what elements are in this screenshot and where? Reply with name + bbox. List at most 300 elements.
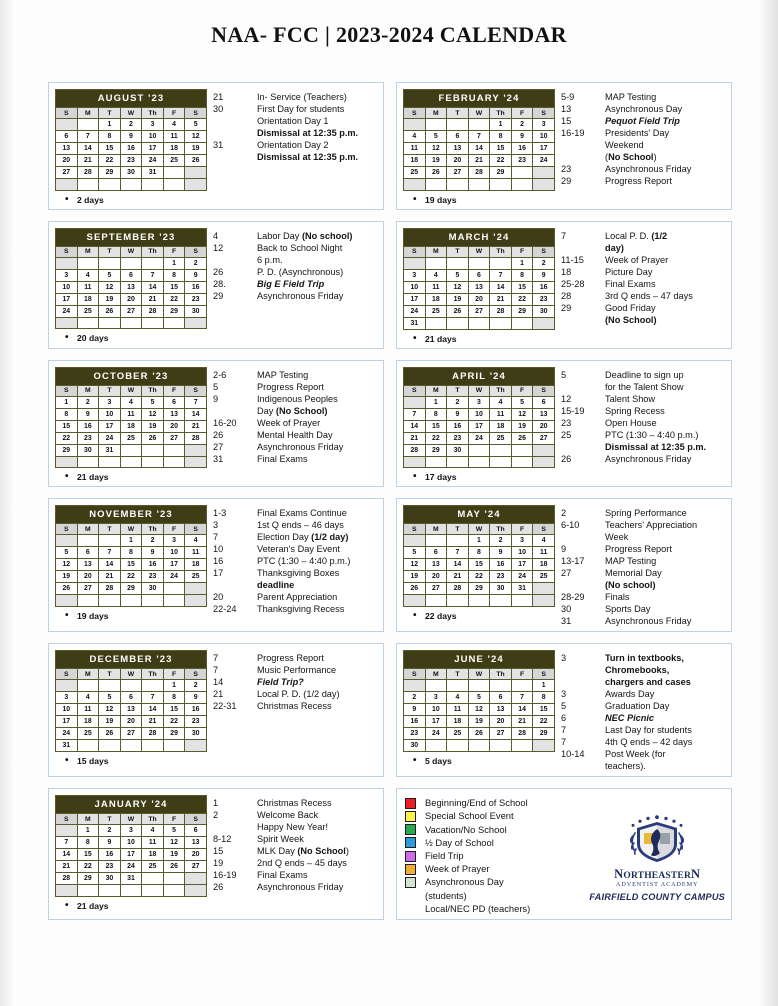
weekday-header-cell: S bbox=[533, 108, 555, 119]
calendar-empty-cell bbox=[163, 740, 185, 752]
calendar-empty-cell bbox=[163, 456, 185, 468]
calendar-day-cell: 20 bbox=[77, 571, 99, 583]
note-text-span: Awards Day bbox=[605, 689, 655, 700]
calendar-empty-cell bbox=[468, 595, 490, 607]
note-text-span: Thanksgiving Recess bbox=[257, 604, 345, 615]
note-description bbox=[605, 417, 725, 429]
calendar-empty-cell bbox=[425, 119, 447, 131]
weekday-header-cell: Th bbox=[490, 385, 512, 396]
weekday-header-cell: F bbox=[163, 669, 185, 680]
calendar-empty-cell bbox=[404, 396, 426, 408]
note-text-span: Progress Report bbox=[605, 176, 672, 186]
calendar-week-row bbox=[56, 704, 207, 716]
calendar-week-row bbox=[404, 456, 555, 468]
month-calendar bbox=[55, 505, 207, 621]
calendar-empty-cell bbox=[163, 167, 185, 179]
calendar-empty-cell bbox=[404, 595, 426, 607]
calendar-day-cell: 13 bbox=[56, 143, 78, 155]
note-date: 21 bbox=[213, 689, 224, 700]
note-text-span: Deadline to sign up bbox=[605, 369, 684, 380]
calendar-day-cell: 19 bbox=[185, 143, 207, 155]
calendar-empty-cell bbox=[511, 595, 533, 607]
calendar-day-cell: 25 bbox=[163, 155, 185, 167]
note-description bbox=[605, 531, 725, 543]
note-row bbox=[561, 417, 725, 429]
note-date: 15 bbox=[561, 116, 572, 126]
calendar-day-cell: 9 bbox=[120, 131, 142, 143]
calendar-week-row bbox=[56, 559, 207, 571]
note-row bbox=[213, 369, 377, 381]
month-calendar bbox=[55, 89, 207, 205]
note-text-span: 4th Q ends – 42 days bbox=[605, 737, 693, 748]
calendar-day-cell: 20 bbox=[468, 293, 490, 305]
calendar-empty-cell bbox=[120, 317, 142, 329]
month-card bbox=[48, 643, 384, 777]
note-row bbox=[561, 369, 725, 381]
note-text-span: Progress Report bbox=[257, 381, 324, 392]
calendar-day-cell: 27 bbox=[185, 861, 207, 873]
calendar-day-cell: 26 bbox=[99, 728, 121, 740]
calendar-day-cell: 22 bbox=[425, 432, 447, 444]
calendar-day-cell: 30 bbox=[185, 305, 207, 317]
calendar-day-cell: 24 bbox=[142, 155, 164, 167]
calendar-day-cell: 29 bbox=[163, 728, 185, 740]
calendar-empty-cell bbox=[447, 179, 469, 191]
calendar-day-cell: 14 bbox=[99, 559, 121, 571]
note-date: 31 bbox=[213, 453, 224, 464]
calendar-day-cell: 12 bbox=[511, 408, 533, 420]
calendar-day-cell: 28 bbox=[142, 728, 164, 740]
calendar-empty-cell bbox=[533, 444, 555, 456]
calendar-empty-cell bbox=[447, 680, 469, 692]
note-description bbox=[257, 507, 377, 519]
calendar-day-cell: 13 bbox=[120, 281, 142, 293]
calendar-day-cell: 23 bbox=[185, 716, 207, 728]
weekday-header-row bbox=[56, 814, 207, 825]
calendar-empty-cell bbox=[120, 179, 142, 191]
calendar-week-row bbox=[56, 432, 207, 444]
calendar-day-cell: 30 bbox=[77, 444, 99, 456]
calendar-day-cell: 8 bbox=[120, 547, 142, 559]
calendar-day-cell: 9 bbox=[533, 269, 555, 281]
note-description bbox=[257, 441, 377, 453]
note-description bbox=[605, 302, 725, 314]
note-description bbox=[257, 429, 377, 441]
note-text-span: Final Exams Continue bbox=[257, 508, 347, 519]
calendar-empty-cell bbox=[142, 444, 164, 456]
note-text-span: (No School bbox=[297, 846, 346, 857]
calendar-week-row bbox=[404, 692, 555, 704]
calendar-week-row bbox=[404, 680, 555, 692]
note-text-span: Dismissal at 12:35 p.m. bbox=[257, 152, 359, 162]
note-date: 3 bbox=[213, 520, 219, 531]
note-row bbox=[561, 736, 725, 748]
calendar-week-row bbox=[56, 396, 207, 408]
calendar-day-cell: 22 bbox=[163, 716, 185, 728]
note-description bbox=[605, 736, 725, 748]
month-notes bbox=[213, 505, 377, 615]
note-row bbox=[561, 429, 725, 441]
calendar-empty-cell bbox=[120, 680, 142, 692]
weekday-header-row bbox=[404, 385, 555, 396]
note-date: 13-17 bbox=[561, 556, 585, 567]
calendar-empty-cell bbox=[425, 595, 447, 607]
month-calendar bbox=[403, 367, 555, 483]
note-date: 25 bbox=[561, 429, 572, 440]
calendar-empty-cell bbox=[163, 885, 185, 897]
month-calendar bbox=[403, 89, 555, 205]
calendar-empty-cell bbox=[56, 317, 78, 329]
calendar-table bbox=[55, 795, 207, 897]
note-text-span: Pequot Field Trip bbox=[605, 116, 680, 126]
calendar-day-cell: 25 bbox=[533, 571, 555, 583]
calendar-day-cell: 30 bbox=[99, 873, 121, 885]
calendar-empty-cell bbox=[99, 680, 121, 692]
calendar-day-cell: 28 bbox=[185, 432, 207, 444]
calendar-day-cell: 4 bbox=[447, 692, 469, 704]
calendar-day-cell: 23 bbox=[533, 293, 555, 305]
legend-item-label: ½ Day of School bbox=[425, 836, 494, 848]
calendar-day-cell: 17 bbox=[56, 293, 78, 305]
note-row bbox=[561, 242, 725, 254]
calendar-week-row bbox=[404, 583, 555, 595]
calendar-day-cell: 18 bbox=[142, 849, 164, 861]
calendar-day-cell: 31 bbox=[511, 583, 533, 595]
calendar-empty-cell bbox=[468, 119, 490, 131]
note-row bbox=[213, 881, 377, 893]
note-row bbox=[213, 676, 377, 688]
calendar-day-cell: 15 bbox=[490, 143, 512, 155]
calendar-day-cell: 27 bbox=[120, 728, 142, 740]
note-text-span: Final Exams bbox=[257, 453, 308, 464]
weekday-header-cell: Th bbox=[490, 669, 512, 680]
calendar-empty-cell bbox=[490, 740, 512, 752]
calendar-day-cell: 28 bbox=[511, 728, 533, 740]
note-date: 26 bbox=[561, 453, 572, 464]
weekday-header-cell: T bbox=[99, 246, 121, 257]
calendar-day-cell: 3 bbox=[425, 692, 447, 704]
calendar-empty-cell bbox=[185, 885, 207, 897]
note-description bbox=[257, 103, 377, 115]
calendar-empty-cell bbox=[425, 456, 447, 468]
note-description bbox=[605, 579, 725, 591]
calendar-week-row bbox=[56, 167, 207, 179]
calendar-day-cell: 23 bbox=[120, 155, 142, 167]
note-description bbox=[605, 290, 725, 302]
note-date: 18 bbox=[561, 266, 572, 277]
note-row bbox=[213, 603, 377, 615]
calendar-day-cell: 6 bbox=[56, 131, 78, 143]
calendar-day-cell: 12 bbox=[468, 704, 490, 716]
calendar-day-cell: 1 bbox=[490, 119, 512, 131]
calendar-empty-cell bbox=[99, 535, 121, 547]
calendar-week-row bbox=[404, 740, 555, 752]
calendar-week-row bbox=[404, 281, 555, 293]
weekday-header-cell: Th bbox=[142, 385, 164, 396]
calendar-week-row bbox=[56, 861, 207, 873]
note-text-span: Graduation Day bbox=[605, 701, 670, 712]
calendar-empty-cell bbox=[511, 680, 533, 692]
calendar-day-cell: 22 bbox=[163, 293, 185, 305]
calendar-day-cell: 2 bbox=[99, 825, 121, 837]
calendar-day-cell: 2 bbox=[404, 692, 426, 704]
calendar-empty-cell bbox=[447, 595, 469, 607]
note-description bbox=[257, 700, 377, 712]
note-date: 2-6 bbox=[213, 369, 227, 380]
calendar-day-cell: 28 bbox=[404, 444, 426, 456]
calendar-day-cell: 16 bbox=[185, 704, 207, 716]
note-description bbox=[605, 266, 725, 278]
weekday-header-cell: M bbox=[425, 108, 447, 119]
note-description bbox=[257, 833, 377, 845]
calendar-week-row bbox=[56, 547, 207, 559]
weekday-header-cell: Th bbox=[142, 814, 164, 825]
calendar-day-cell: 16 bbox=[404, 716, 426, 728]
weekday-header-cell: T bbox=[99, 524, 121, 535]
calendar-day-cell: 5 bbox=[468, 692, 490, 704]
weekday-header-cell: M bbox=[425, 246, 447, 257]
note-date: 27 bbox=[213, 441, 224, 452]
calendar-week-row bbox=[56, 143, 207, 155]
calendar-day-cell: 21 bbox=[77, 155, 99, 167]
note-text-span: Weekend bbox=[605, 140, 644, 150]
month-days-count: • 22 days bbox=[403, 611, 555, 621]
calendar-day-cell: 23 bbox=[77, 432, 99, 444]
note-date: 12 bbox=[561, 393, 572, 404]
note-description bbox=[605, 652, 725, 664]
note-description bbox=[257, 290, 377, 302]
calendar-table bbox=[55, 505, 207, 607]
calendar-day-cell: 5 bbox=[99, 692, 121, 704]
note-row bbox=[213, 797, 377, 809]
note-date: 16-20 bbox=[213, 417, 237, 428]
calendar-day-cell: 12 bbox=[142, 408, 164, 420]
calendar-day-cell: 27 bbox=[163, 432, 185, 444]
note-text-span: Final Exams bbox=[605, 278, 656, 289]
calendar-day-cell: 3 bbox=[468, 396, 490, 408]
note-text-span: Local P. D. (1/2 day) bbox=[257, 689, 340, 700]
month-card bbox=[396, 82, 732, 210]
calendar-day-cell: 4 bbox=[142, 825, 164, 837]
calendar-day-cell: 7 bbox=[490, 269, 512, 281]
calendar-day-cell: 10 bbox=[533, 131, 555, 143]
note-description bbox=[257, 555, 377, 567]
note-row bbox=[213, 278, 377, 290]
note-row bbox=[561, 393, 725, 405]
weekday-header-cell: S bbox=[56, 246, 78, 257]
calendar-day-cell: 22 bbox=[56, 432, 78, 444]
note-row bbox=[561, 712, 725, 724]
legend-card bbox=[396, 788, 732, 920]
month-days-count: • 19 days bbox=[55, 611, 207, 621]
calendar-empty-cell bbox=[447, 456, 469, 468]
calendar-day-cell: 18 bbox=[404, 155, 426, 167]
note-date: 3 bbox=[561, 689, 567, 700]
calendar-day-cell: 5 bbox=[99, 269, 121, 281]
calendar-day-cell: 17 bbox=[99, 420, 121, 432]
note-text-span: Mental Health Day bbox=[257, 429, 333, 440]
note-date: 21 bbox=[213, 92, 224, 102]
note-date: 3 bbox=[561, 653, 567, 664]
calendar-day-cell: 10 bbox=[404, 281, 426, 293]
calendar-day-cell: 24 bbox=[56, 728, 78, 740]
note-row bbox=[213, 266, 377, 278]
note-text-span: PTC (1:30 – 4:40 p.m.) bbox=[605, 429, 699, 440]
note-description bbox=[257, 242, 377, 254]
note-text-span: Turn in textbooks, bbox=[605, 653, 684, 664]
calendar-day-cell: 19 bbox=[99, 716, 121, 728]
month-card bbox=[396, 221, 732, 349]
calendar-day-cell: 28 bbox=[56, 873, 78, 885]
weekday-header-row bbox=[56, 246, 207, 257]
calendar-empty-cell bbox=[425, 680, 447, 692]
calendar-empty-cell bbox=[533, 595, 555, 607]
calendar-empty-cell bbox=[142, 257, 164, 269]
calendar-day-cell: 12 bbox=[99, 281, 121, 293]
calendar-empty-cell bbox=[120, 456, 142, 468]
calendar-day-cell: 18 bbox=[163, 143, 185, 155]
note-description bbox=[605, 254, 725, 266]
weekday-header-cell: M bbox=[77, 814, 99, 825]
note-row bbox=[561, 700, 725, 712]
weekday-header-cell: S bbox=[533, 385, 555, 396]
logo-school-name: NORTHEASTERN bbox=[614, 867, 701, 882]
calendar-day-cell: 5 bbox=[404, 547, 426, 559]
calendar-day-cell: 14 bbox=[142, 704, 164, 716]
calendar-day-cell: 3 bbox=[533, 119, 555, 131]
note-row bbox=[561, 103, 725, 115]
note-text-span: Picture Day bbox=[605, 266, 653, 277]
calendar-empty-cell bbox=[120, 257, 142, 269]
weekday-header-cell: T bbox=[99, 814, 121, 825]
note-date: 7 bbox=[561, 725, 567, 736]
note-description bbox=[257, 254, 377, 266]
weekday-header-cell: W bbox=[468, 385, 490, 396]
note-description bbox=[257, 453, 377, 465]
note-row bbox=[213, 845, 377, 857]
calendar-day-cell: 13 bbox=[77, 559, 99, 571]
calendar-week-row bbox=[404, 444, 555, 456]
calendar-week-row bbox=[404, 131, 555, 143]
calendar-day-cell: 2 bbox=[185, 680, 207, 692]
note-row bbox=[213, 869, 377, 881]
calendar-day-cell: 12 bbox=[185, 131, 207, 143]
calendar-day-cell: 16 bbox=[120, 143, 142, 155]
note-row bbox=[561, 555, 725, 567]
weekday-header-cell: S bbox=[404, 246, 426, 257]
calendar-day-cell: 26 bbox=[56, 583, 78, 595]
calendar-table bbox=[403, 505, 555, 607]
calendar-day-cell: 18 bbox=[490, 420, 512, 432]
calendar-day-cell: 9 bbox=[447, 408, 469, 420]
note-text-span: Thanksgiving Boxes bbox=[257, 568, 340, 579]
calendar-day-cell: 6 bbox=[120, 269, 142, 281]
calendar-week-row bbox=[56, 825, 207, 837]
note-description bbox=[605, 688, 725, 700]
calendar-empty-cell bbox=[99, 179, 121, 191]
calendar-day-cell: 19 bbox=[511, 420, 533, 432]
calendar-week-row bbox=[404, 317, 555, 329]
note-row bbox=[213, 833, 377, 845]
calendar-day-cell: 8 bbox=[163, 692, 185, 704]
note-text-span: Big E Field Trip bbox=[257, 278, 325, 289]
calendar-day-cell: 11 bbox=[77, 704, 99, 716]
calendar-empty-cell bbox=[142, 680, 164, 692]
calendar-day-cell: 10 bbox=[120, 837, 142, 849]
calendar-day-cell: 11 bbox=[77, 281, 99, 293]
month-title: APRIL '24 bbox=[404, 367, 555, 385]
calendar-day-cell: 24 bbox=[56, 305, 78, 317]
calendar-day-cell: 12 bbox=[99, 704, 121, 716]
note-text-span: P. D. (Asynchronous) bbox=[257, 266, 344, 277]
month-calendar bbox=[403, 228, 555, 344]
calendar-empty-cell bbox=[163, 873, 185, 885]
note-date: 11-15 bbox=[561, 254, 584, 265]
note-text-span: Asynchronous Friday bbox=[605, 616, 692, 627]
calendar-day-cell: 27 bbox=[56, 167, 78, 179]
calendar-day-cell: 24 bbox=[120, 861, 142, 873]
note-row bbox=[561, 579, 725, 591]
month-title: NOVEMBER '23 bbox=[56, 506, 207, 524]
note-date: 6-10 bbox=[561, 520, 580, 531]
calendar-day-cell: 17 bbox=[120, 849, 142, 861]
legend-list bbox=[405, 796, 589, 915]
calendar-empty-cell bbox=[533, 317, 555, 329]
note-description bbox=[257, 405, 377, 417]
note-date: 9 bbox=[561, 544, 567, 555]
calendar-empty-cell bbox=[56, 535, 78, 547]
note-description bbox=[257, 266, 377, 278]
note-description bbox=[257, 567, 377, 579]
calendar-empty-cell bbox=[490, 179, 512, 191]
note-text-span: Week of Prayer bbox=[257, 417, 321, 428]
note-row bbox=[561, 266, 725, 278]
calendar-day-cell: 4 bbox=[120, 396, 142, 408]
note-text-span: 6 p.m. bbox=[257, 254, 283, 265]
note-row bbox=[213, 91, 377, 103]
note-description bbox=[257, 603, 377, 615]
calendar-empty-cell bbox=[533, 740, 555, 752]
calendar-day-cell: 8 bbox=[468, 547, 490, 559]
calendar-day-cell: 21 bbox=[490, 293, 512, 305]
note-date: 5 bbox=[213, 381, 219, 392]
note-date: 30 bbox=[213, 104, 224, 114]
note-row bbox=[561, 543, 725, 555]
calendar-day-cell: 12 bbox=[163, 837, 185, 849]
calendar-empty-cell bbox=[447, 257, 469, 269]
calendar-day-cell: 29 bbox=[533, 728, 555, 740]
calendar-day-cell: 9 bbox=[77, 408, 99, 420]
note-text-span: Music Performance bbox=[257, 665, 337, 676]
note-description bbox=[605, 507, 725, 519]
month-notes bbox=[213, 228, 377, 302]
legend-color-swatch bbox=[405, 864, 416, 875]
calendar-empty-cell bbox=[56, 257, 78, 269]
calendar-empty-cell bbox=[468, 740, 490, 752]
calendar-day-cell: 10 bbox=[163, 547, 185, 559]
calendar-table bbox=[55, 89, 207, 191]
note-text-span: Asynchronous Friday bbox=[605, 164, 692, 174]
calendar-day-cell: 10 bbox=[142, 131, 164, 143]
note-text-span: Asynchronous Friday bbox=[257, 290, 344, 301]
note-text-span: Welcome Back bbox=[257, 810, 319, 821]
calendar-day-cell: 18 bbox=[447, 716, 469, 728]
calendar-day-cell: 1 bbox=[99, 119, 121, 131]
calendar-empty-cell bbox=[142, 179, 164, 191]
note-description bbox=[605, 615, 725, 627]
calendar-day-cell: 18 bbox=[533, 559, 555, 571]
note-text-span: Christmas Recess bbox=[257, 798, 332, 809]
